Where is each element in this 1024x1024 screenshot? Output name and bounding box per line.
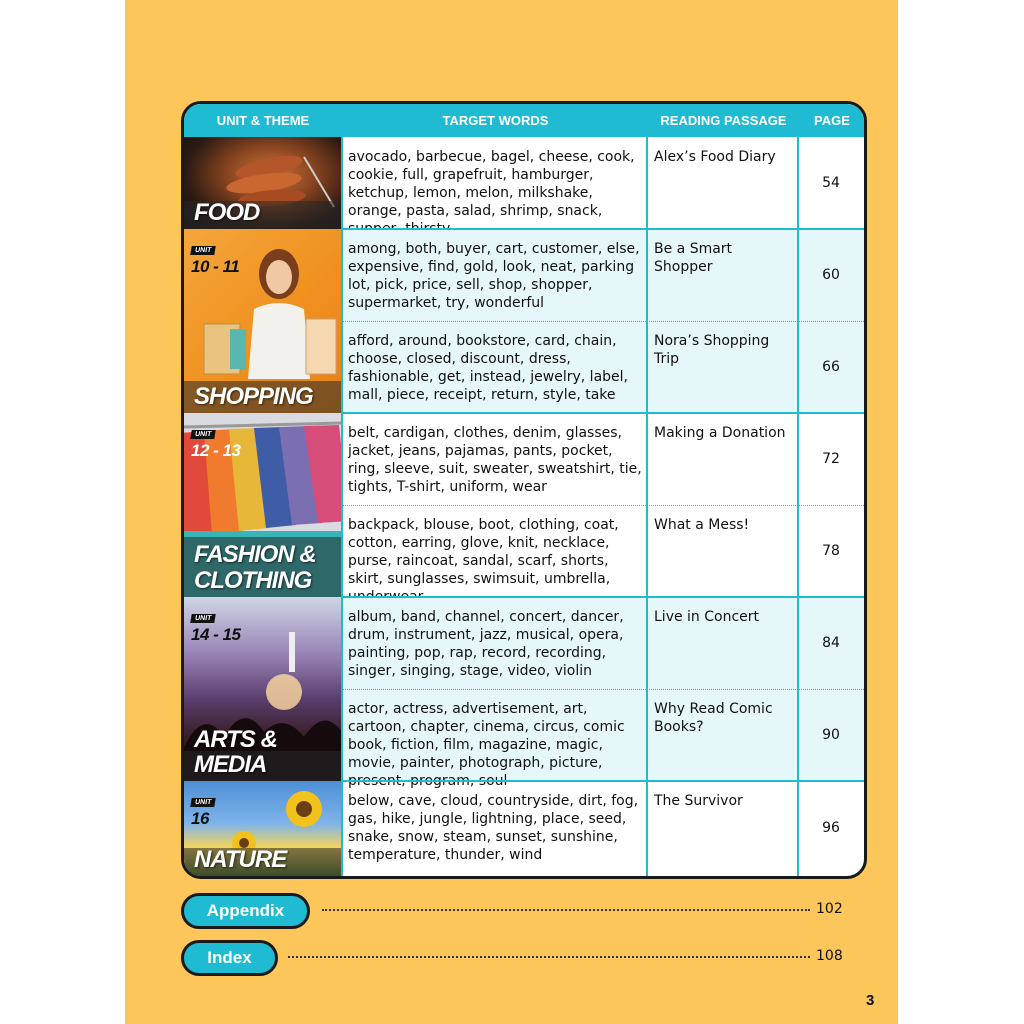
row-divider: [342, 412, 864, 414]
reading-passage: Live in Concert: [654, 609, 760, 625]
page-number: 90: [822, 727, 840, 743]
unit-tag-12-13: UNIT 12 - 13: [191, 431, 241, 460]
unit-tag-10-11: UNIT 10 - 11: [191, 247, 240, 276]
unit-tag-16: UNIT 16: [191, 789, 215, 829]
theme-title-nature: NATURE: [194, 846, 287, 873]
table-header: [184, 104, 864, 137]
target-words: afford, around, bookstore, card, chain, choose, closed, discount, dress, fashionable, get, instead, jewelry, label, mall, piece, receipt, return, style, take: [348, 333, 628, 403]
target-words: below, cave, cloud, countryside, dirt, fog, gas, hike, jungle, lightning, place, seed, snake, snow, steam, sunset, sunshine, temperature, thunder, wind: [348, 793, 639, 863]
theme-title-fashion: FASHION &: [194, 541, 316, 568]
table-row: [342, 137, 864, 229]
appendix-page: 102: [816, 901, 843, 917]
index-button[interactable]: Index: [181, 940, 278, 976]
table-row: [342, 597, 864, 689]
index-page: 108: [816, 948, 843, 964]
theme-shopping: [184, 229, 342, 415]
table-row: [342, 321, 864, 413]
reading-passage: Making a Donation: [654, 425, 786, 441]
row-divider: [342, 596, 864, 598]
row-divider: [342, 321, 864, 322]
reading-passage: Why Read Comic Books?: [654, 701, 773, 735]
contents-table: [181, 101, 867, 879]
theme-title-clothing: CLOTHING: [194, 567, 312, 594]
table-row: [342, 413, 864, 505]
page-number: 78: [822, 543, 840, 559]
row-divider: [342, 780, 864, 782]
table-row: [342, 229, 864, 321]
theme-title-food: FOOD: [194, 199, 260, 226]
header-target-words: TARGET WORDS: [342, 104, 648, 137]
header-unit-theme: UNIT & THEME: [216, 113, 310, 128]
table-row: [342, 781, 864, 876]
row-divider: [342, 689, 864, 690]
page-number: 60: [822, 267, 840, 283]
target-words: avocado, barbecue, bagel, cheese, cook, cookie, full, grapefruit, hamburger, ketchup, lemon, melon, milkshake, orange, pasta, salad, shrimp, snack,: [348, 149, 635, 219]
table-row: [342, 505, 864, 597]
reading-passage: Be a Smart Shopper: [654, 241, 733, 275]
table-row: [342, 689, 864, 789]
theme-arts-media: [184, 597, 342, 783]
appendix-leader-dots: [322, 909, 810, 911]
page-number: 66: [822, 359, 840, 375]
theme-title-arts-media: ARTS & MEDIA: [194, 726, 277, 778]
header-page: PAGE: [798, 104, 865, 137]
target-words: among, both, buyer, cart, customer, else, expensive, find, gold, look, neat, parking lot, pick, price, sell, shop, shopper, supermarket, try, wonderful: [348, 241, 640, 311]
appendix-button[interactable]: Appendix: [181, 893, 310, 929]
index-leader-dots: [288, 956, 810, 958]
page-number-footer: 3: [866, 992, 875, 1009]
reading-passage: Alex’s Food Diary: [654, 149, 776, 165]
target-words: backpack, blouse, boot, clothing, coat, cotton, earring, glove, knit, necklace, purse, raincoat, sandal, scarf, shorts, skirt, sunglasses, swimsuit, umbrella,: [348, 517, 619, 587]
target-words: actor, actress, advertisement, art, cartoon, chapter, cinema, circus, comic book, fiction, film, magazine, magic, movie, painter, photograph, picture, present, program, soul: [348, 701, 625, 789]
reading-passage: Nora’s Shopping Trip: [654, 333, 770, 367]
reading-passage: The Survivor: [654, 793, 743, 809]
target-words: album, band, channel, concert, dancer, drum, instrument, jazz, musical, opera, painting, pop, rap, record, recording, singer, singing, stage, video, violin: [348, 609, 624, 679]
theme-fashion-clothing: [184, 413, 342, 599]
row-divider: [342, 505, 864, 506]
page-number: 96: [822, 820, 840, 836]
target-words: belt, cardigan, clothes, denim, glasses, jacket, jeans, pajamas, pants, pocket, ring, sleeve, suit, sweater, sweatshirt, tie, tights, T-shirt, uniform, wear: [348, 425, 642, 495]
column-divider: [797, 104, 799, 876]
theme-nature: [184, 781, 342, 876]
theme-food: [184, 137, 342, 231]
unit-tag-14-15: UNIT 14 - 15: [191, 615, 241, 644]
column-divider: [646, 104, 648, 876]
theme-title-shopping: SHOPPING: [194, 383, 313, 410]
row-divider: [342, 228, 864, 230]
page-number: 72: [822, 451, 840, 467]
page-number: 54: [822, 175, 840, 191]
column-divider: [341, 104, 343, 876]
reading-passage: What a Mess!: [654, 517, 750, 533]
page-number: 84: [822, 635, 840, 651]
header-reading-passage: READING PASSAGE: [647, 104, 799, 137]
